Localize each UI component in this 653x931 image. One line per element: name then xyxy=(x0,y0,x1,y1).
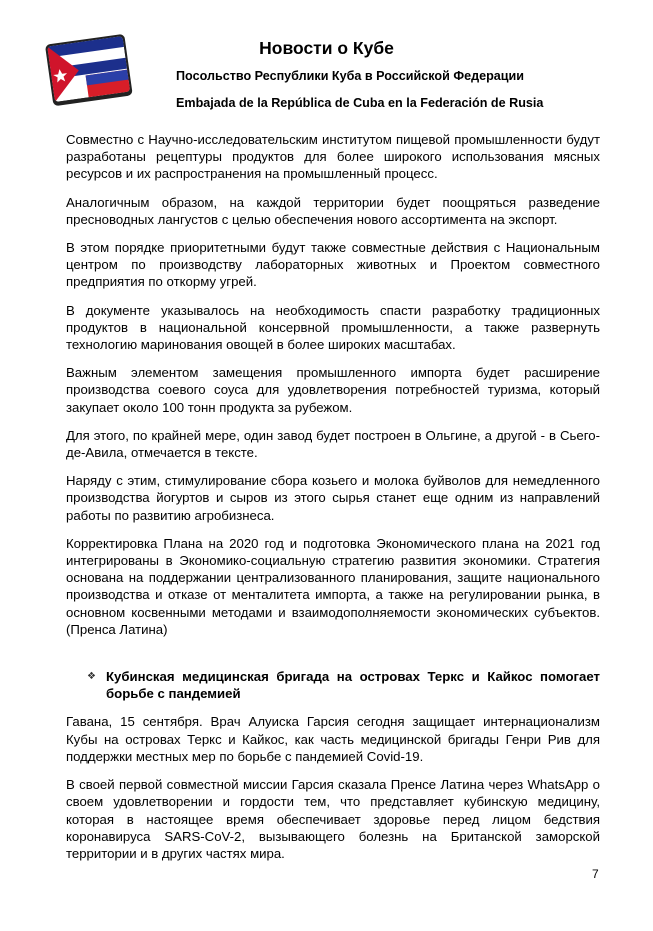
paragraph: Важным элементом замещения промышленного импорта будет расширение производства соевого соуса для удовлетворения потребностей туризма, который закупает около 100 тонн продукта за рубежом. xyxy=(66,365,600,415)
section-lead: Гавана, 15 сентября. Врач Алуиска Гарсия сегодня защищает интернационализм Кубы на островах Теркс и Кайкос, как часть медицинской бригады Генри Рив для поддержки местных мер по борьбе с пандемией Covid-19. xyxy=(66,714,600,764)
paragraph: В своей первой совместной миссии Гарсия сказала Пренсе Латина через WhatsApp о своем удовлетворении и гордости тем, что представляет кубинскую медицину, которая в настоящее время обеспечивает здоровье перед лицом бедствия коронавируса SARS-CoV-2, вызывающего болезнь на Британской заморской территории и в других частях мира. xyxy=(66,777,600,861)
diamond-bullet-icon: ❖ xyxy=(87,671,96,683)
paragraph: Наряду с этим, стимулирование сбора козьего и молока буйволов для немедленного производства йогуртов и сыров из этого сырья станет еще одним из направлений работы по развитию агробизнеса. xyxy=(66,473,600,523)
section-heading xyxy=(66,668,600,713)
paragraph: Аналогичным образом, на каждой территории будет поощряться разведение пресноводных лангустов с целью обеспечения нового ассортимента на экспорт. xyxy=(66,194,600,227)
subtitle-ru: Посольство Республики Куба в Российской Федерации xyxy=(176,69,524,83)
section-title: Кубинская медицинская бригада на островах Теркс и Кайкос помогает борьбе с пандемией xyxy=(106,669,600,702)
article-body xyxy=(66,131,600,873)
paragraph: Совместно с Научно-исследовательским институтом пищевой промышленности будут разработаны рецептуры продуктов для более широкого использования мясных ресурсов и их распространения на промышленный процесс. xyxy=(66,132,600,182)
page-number: 7 xyxy=(592,867,599,881)
paragraph: В документе указывалось на необходимость спасти разработку традиционных продуктов в национальной консервной промышленности, а также развернуть технологию маринования овощей в более широких масштабах. xyxy=(66,302,600,353)
paragraph: В этом порядке приоритетными будут также совместные действия с Национальным центром по производству лабораторных животных и Проектом совместного предприятия по откорму угрей. xyxy=(66,240,600,290)
page-title: Новости о Кубе xyxy=(259,38,394,58)
paragraph: Корректировка Плана на 2020 год и подготовка Экономического плана на 2021 год интегрированы в Экономико-социальную стратегию развития экономики. Стратегия основана на поддержании централизованного планирования, защите национального производства и отказе от менталитета импорта, а также на регулировании рынка, в основном косвенными методами и взаимодополняемости экономических субъектов. (Пренса Латина) xyxy=(66,535,600,637)
subtitle-es: Embajada de la República de Cuba en la Federación de Rusia xyxy=(176,96,544,110)
paragraph: Для этого, по крайней мере, один завод будет построен в Ольгине, а другой - в Сьего-де-Авила, отмечается в тексте. xyxy=(66,427,600,461)
